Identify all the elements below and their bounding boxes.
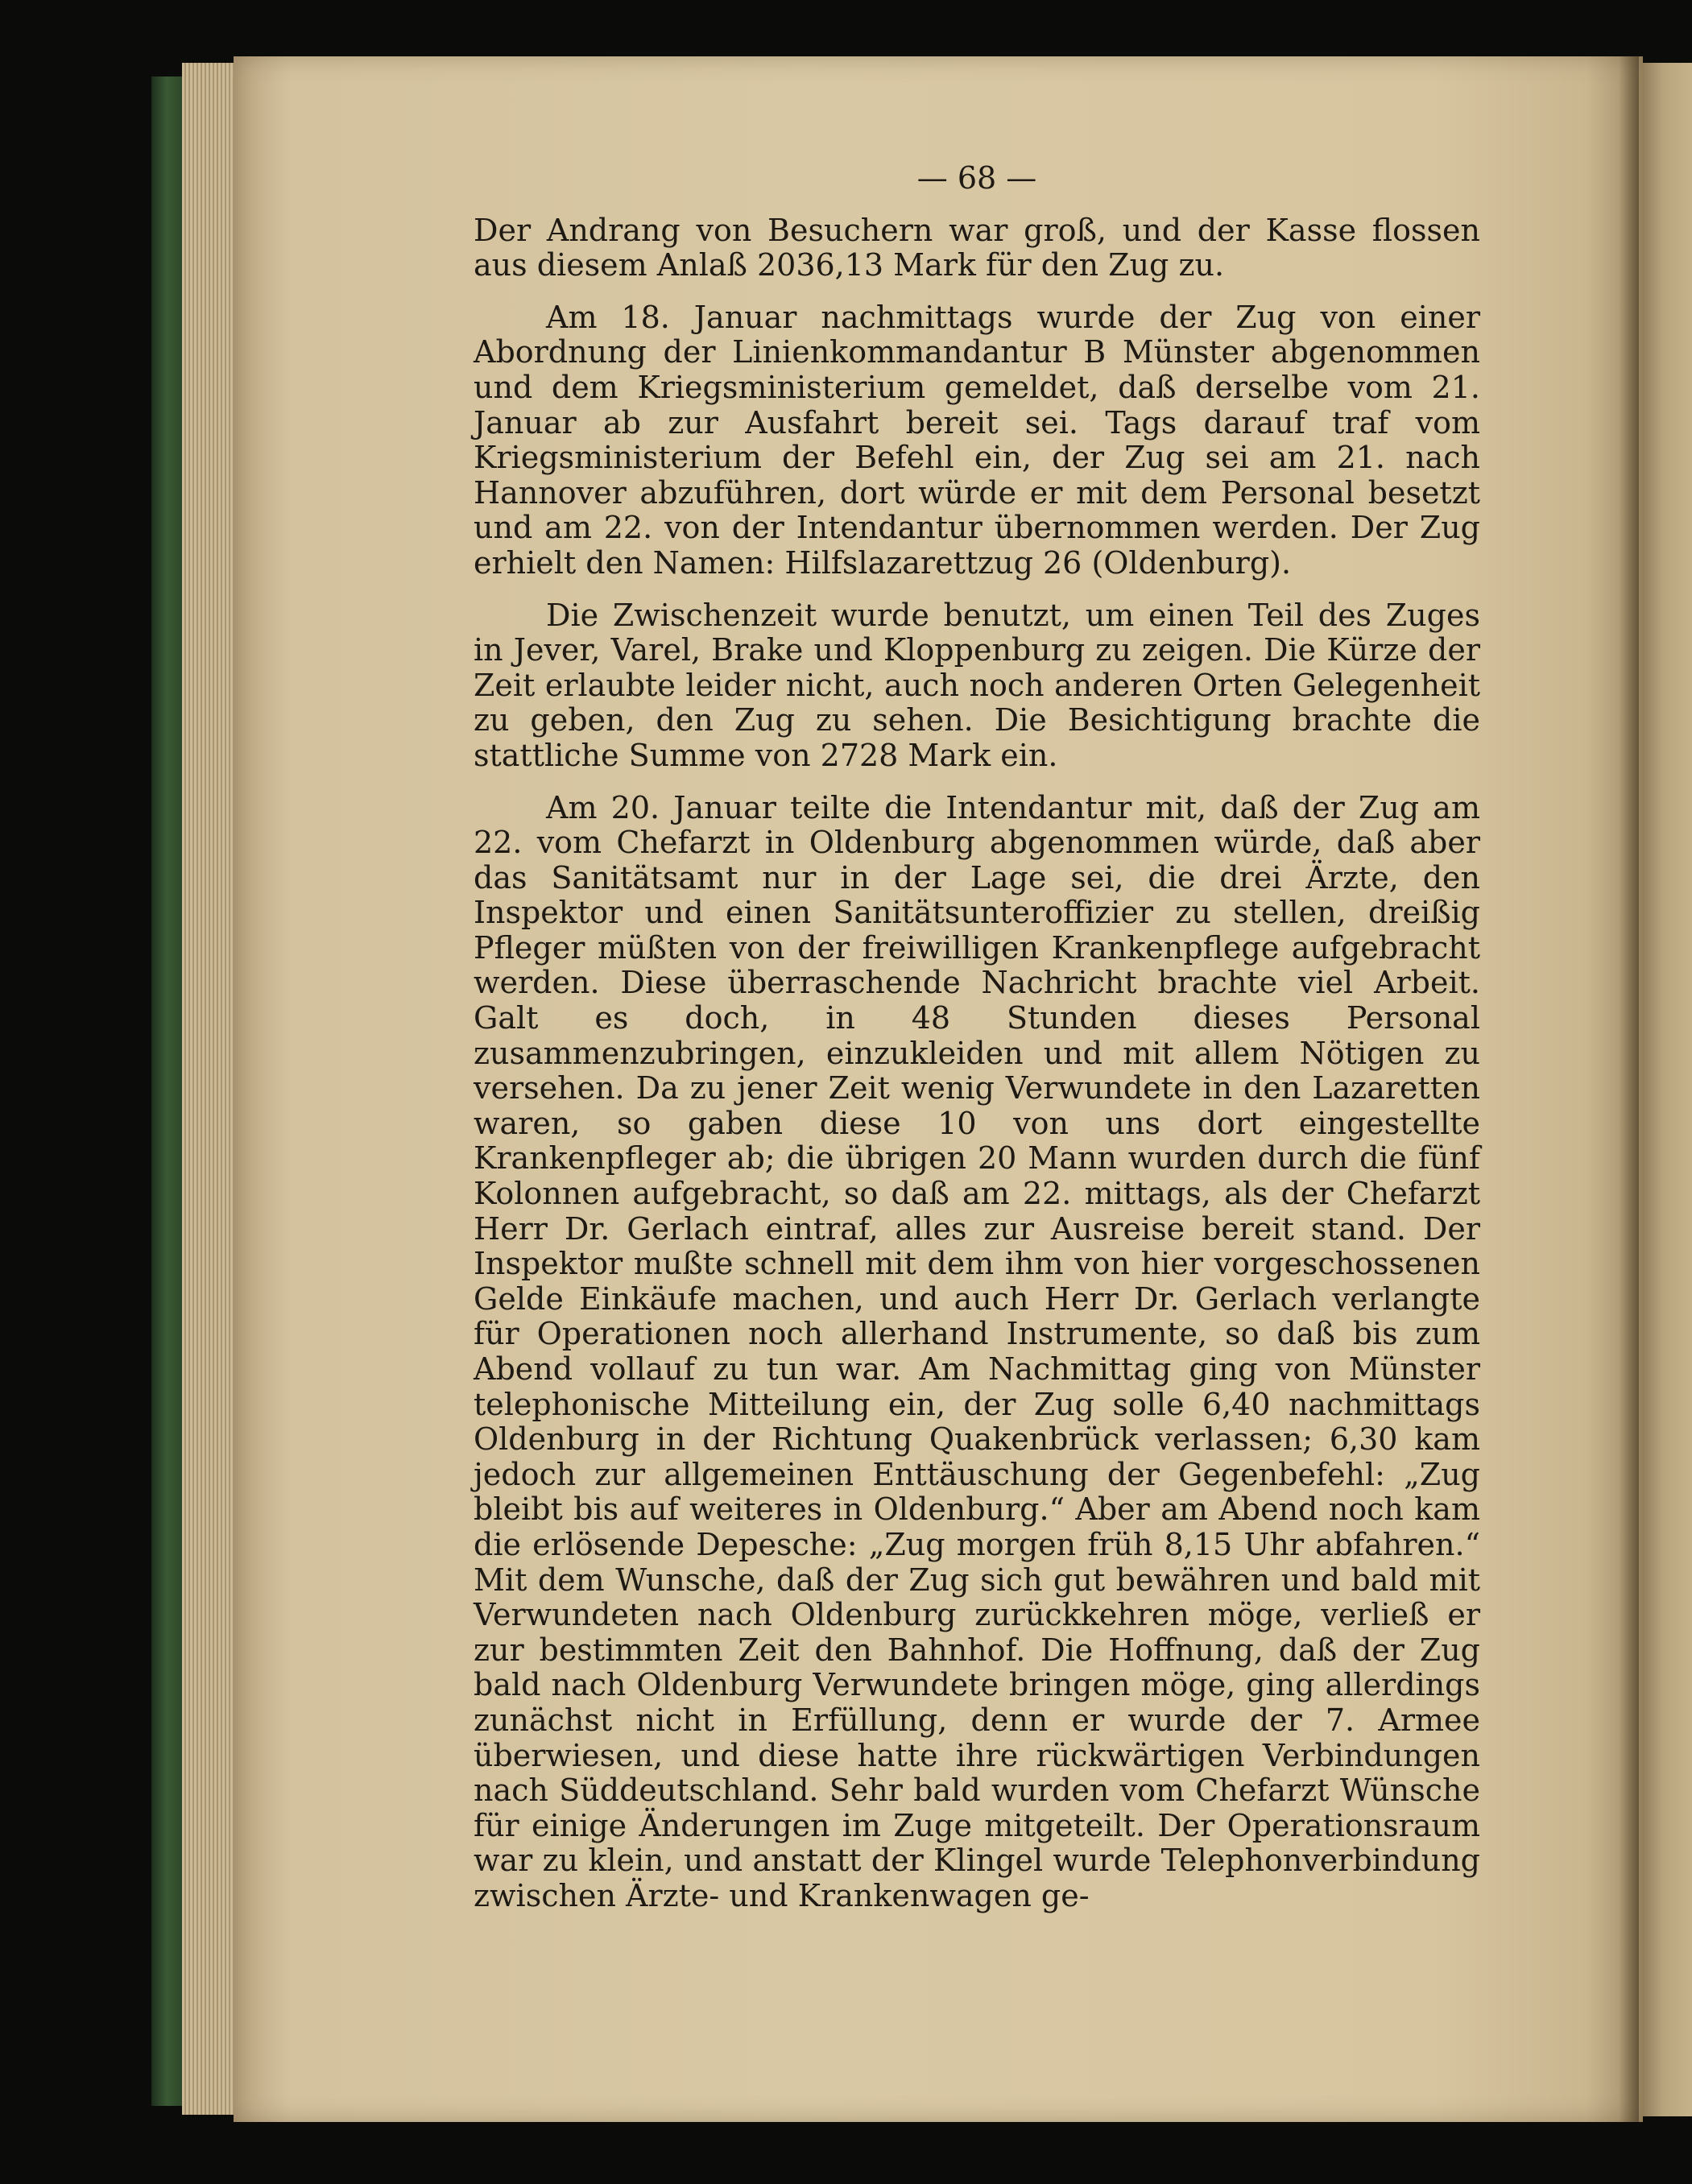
book-spine <box>151 77 185 2106</box>
page-number: — 68 — <box>916 160 1037 196</box>
gutter-shadow <box>1619 56 1639 2122</box>
paragraph: Die Zwischenzeit wurde benutzt, um einen Teil des Zuges in Jever, Varel, Brake und Kloppenburg zu zeigen. Die Kürze der Zeit erlaubte leider nicht, auch noch anderen Orten Gelegenheit zu geben, den Zug zu sehen. Die Besichtigung brachte die stattliche Summe von 2728 Mark ein. <box>474 597 1480 773</box>
facing-page-edge <box>1639 63 1692 2116</box>
page-text <box>474 161 1480 1914</box>
paragraph: Am 20. Januar teilte die Intendantur mit, daß der Zug am 22. vom Chefarzt in Oldenburg abgenommen würde, daß aber das Sanitätsamt nur in der Lage sei, die drei Ärzte, den Inspektor und einen Sanitätsunteroffizier zu stellen, dreißig Pfleger müßten von der freiwilligen Krankenpflege aufgebracht werden. Diese überraschende Nachricht brachte viel Arbeit. Galt es doch, in 48 Stunden dieses Personal zusammenzubringen, einzukleiden und mit allem Nötigen zu versehen. Da zu jener Zeit wenig Verwundete in den Lazaretten waren, so gaben diese 10 von uns dort eingestellte Krankenpfleger ab; die übrigen 20 Mann wurden durch die fünf Kolonnen aufgebracht, so daß am 22. mittags, als der Chefarzt Herr Dr. Gerlach eintraf, alles zur Ausreise bereit stand. Der Inspektor mußte schnell mit dem ihm von hier vorgeschossenen Gelde Einkäufe machen, und auch Herr Dr. Gerlach verlangte für Operationen noch allerhand Instrumente, so daß bis zum Abend vollauf zu tun war. Am Nachmittag ging von Münster telephonische Mitteilung ein, der Zug solle 6,40 nachmittags Oldenburg in der Richtung Quakenbrück verlassen; 6,30 kam jedoch zur allgemeinen Enttäuschung der Gegenbefehl: „Zug bleibt bis auf weiteres in Oldenburg.“ Aber am Abend noch kam die erlösende Depesche: „Zug morgen früh 8,15 Uhr abfahren.“ Mit dem Wunsche, daß der Zug sich gut bewähren und bald mit Verwundeten nach Oldenburg zurückkehren möge, verließ er zur bestimmten Zeit den Bahnhof. Die Hoffnung, daß der Zug bald nach Oldenburg Verwundete bringen möge, ging allerdings zunächst nicht in Erfüllung, denn er wurde der 7. Armee überwiesen, und diese hatte ihre rückwärtigen Verbindungen nach Süddeutschland. Sehr bald wurden vom Chefarzt Wünsche für einige Änderungen im Zuge mitgeteilt. Der Operationsraum war zu klein, und anstatt der Klingel wurde Telephonverbindung zwischen Ärzte- und Krankenwagen ge- <box>474 789 1480 1913</box>
paragraph: Am 18. Januar nachmittags wurde der Zug von einer Abordnung der Linienkommandantur B Münster abgenommen und dem Kriegsministerium gemeldet, daß derselbe vom 21. Januar ab zur Ausfahrt bereit sei. Tags darauf traf vom Kriegsministerium der Befehl ein, der Zug sei am 21. nach Hannover abzuführen, dort würde er mit dem Personal besetzt und am 22. von der Intendantur übernommen werden. Der Zug erhielt den Namen: Hilfslazarettzug 26 (Oldenburg). <box>474 299 1480 581</box>
paragraph: Der Andrang von Besuchern war groß, und der Kasse flossen aus diesem Anlaß 2036,13 Mark für den Zug zu. <box>474 212 1480 283</box>
